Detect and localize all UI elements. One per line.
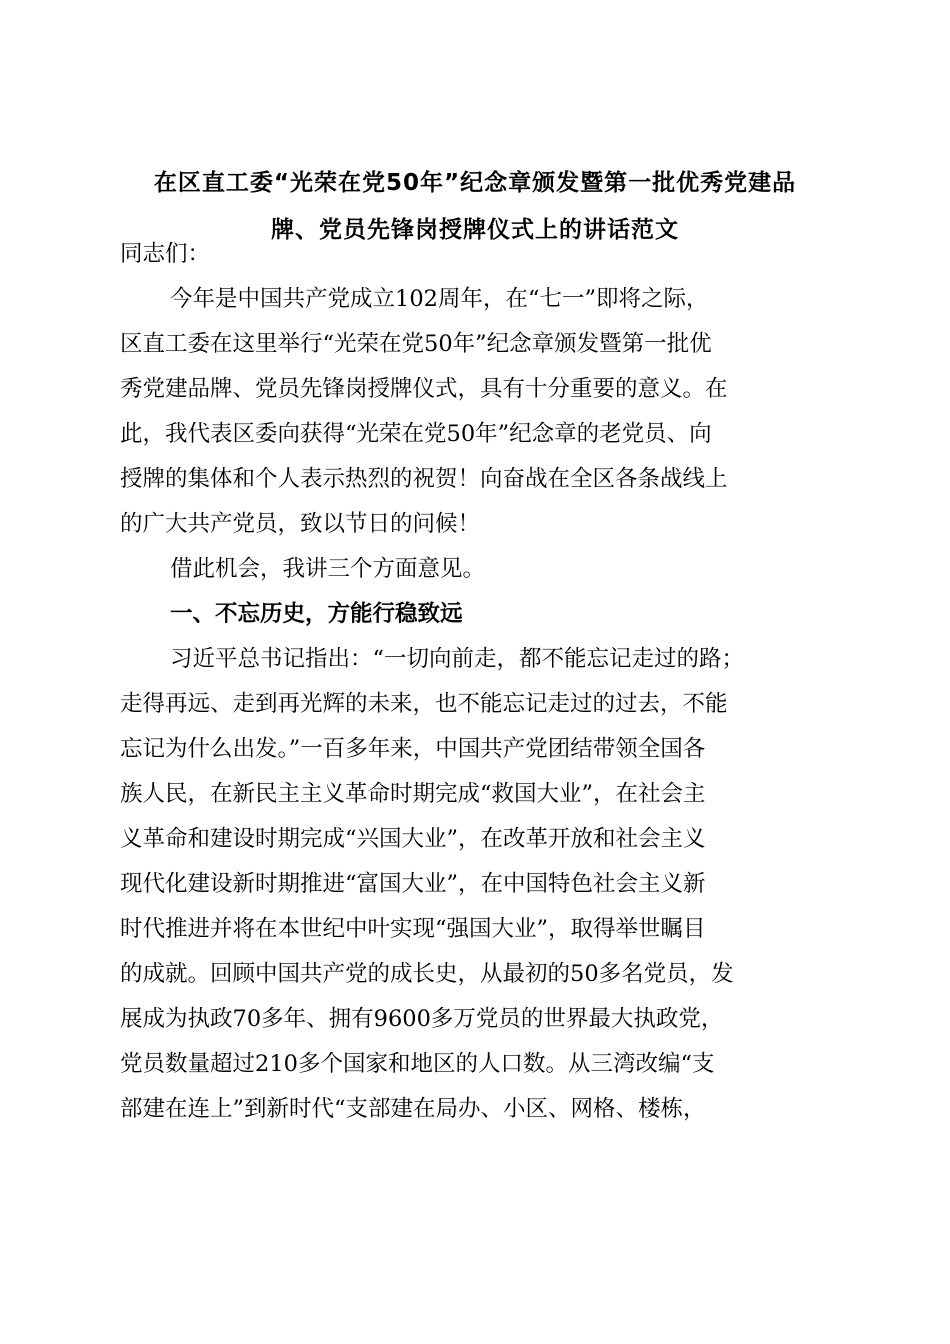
paragraph-1-line-1: 今年是中国共产党成立102周年，在“七一”即将之际， bbox=[170, 286, 709, 312]
paragraph-1-line-3: 秀党建品牌、党员先锋岗授牌仪式，具有十分重要的意义。在 bbox=[120, 376, 728, 402]
section-1-heading: 一、不忘历史，方能行稳致远 bbox=[170, 601, 463, 627]
paragraph-1-line-5: 授牌的集体和个人表示热烈的祝贺！向奋战在全区各条战线上 bbox=[120, 466, 728, 492]
title-line-2: 牌、党员先锋岗授牌仪式上的讲话范文 bbox=[271, 217, 679, 243]
title-line-1: 在区直工委“光荣在党50年”纪念章颁发暨第一批优秀党建品 bbox=[153, 170, 797, 196]
salutation: 同志们： bbox=[120, 241, 211, 267]
paragraph-1-line-6: 的广大共产党员，致以节日的问候！ bbox=[120, 511, 481, 537]
paragraph-3-line-2: 走得再远、走到再光辉的未来，也不能忘记走过的过去，不能 bbox=[120, 691, 728, 717]
paragraph-3-line-1: 习近平总书记指出：“一切向前走，都不能忘记走过的路； bbox=[170, 646, 745, 672]
paragraph-3-line-5: 义革命和建设时期完成“兴国大业”，在改革开放和社会主义 bbox=[120, 826, 706, 852]
paragraph-3-line-9: 展成为执政70多年、拥有9600多万党员的世界最大执政党， bbox=[120, 1006, 724, 1032]
paragraph-2: 借此机会，我讲三个方面意见。 bbox=[170, 556, 486, 582]
paragraph-3-line-11: 部建在连上”到新时代“支部建在局办、小区、网格、楼栋， bbox=[120, 1096, 706, 1122]
paragraph-3-line-10: 党员数量超过210多个国家和地区的人口数。从三湾改编“支 bbox=[120, 1051, 715, 1077]
paragraph-3-line-7: 时代推进并将在本世纪中叶实现“强国大业”，取得举世瞩目 bbox=[120, 916, 706, 942]
paragraph-3-line-4: 族人民，在新民主主义革命时期完成“救国大业”，在社会主 bbox=[120, 781, 706, 807]
paragraph-1-line-2: 区直工委在这里举行“光荣在党50年”纪念章颁发暨第一批优 bbox=[120, 331, 712, 357]
paragraph-3-line-8: 的成就。回顾中国共产党的成长史，从最初的50多名党员，发 bbox=[120, 961, 734, 987]
paragraph-3-line-6: 现代化建设新时期推进“富国大业”，在中国特色社会主义新 bbox=[120, 871, 706, 897]
paragraph-1-line-4: 此，我代表区委向获得“光荣在党50年”纪念章的老党员、向 bbox=[120, 421, 712, 447]
paragraph-3-line-3: 忘记为什么出发。”一百多年来，中国共产党团结带领全国各 bbox=[120, 736, 706, 762]
document-body bbox=[120, 232, 830, 1132]
